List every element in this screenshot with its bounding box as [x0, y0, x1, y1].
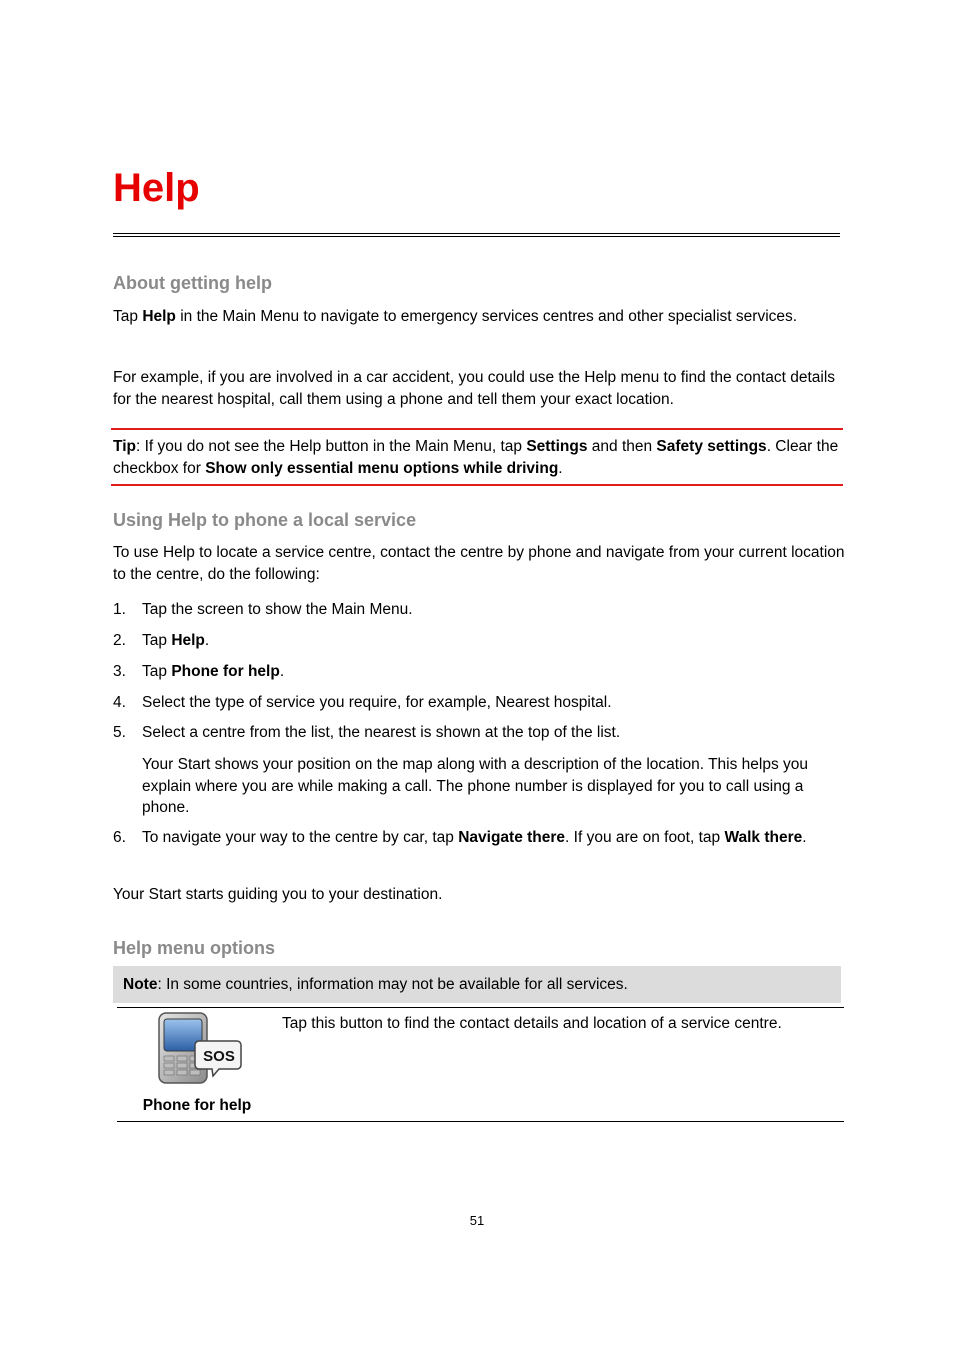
step-text [142, 692, 842, 714]
phone-for-help-icon [155, 1011, 243, 1087]
about-heading: About getting help [113, 273, 272, 293]
sos-text: SOS [203, 1048, 235, 1065]
about-paragraph-2: For example, if you are involved in a car accident, you could use the Help menu to find the contact details for the nearest hospital, call them using a phone and tell them your exact location. [113, 369, 836, 408]
menu-options-heading: Help menu options [113, 938, 275, 958]
text: Select a centre from the list, the nearest is shown at the top of the list. [142, 724, 621, 741]
step-text [142, 599, 842, 621]
settings-term: Settings [526, 438, 588, 455]
page-title: Help [113, 166, 200, 210]
step-text [142, 827, 822, 849]
text: Tap [113, 308, 143, 325]
step-number: 4. [113, 694, 126, 711]
text: . [204, 632, 210, 649]
about-paragraph-1 [113, 306, 848, 328]
safety-settings-term: Safety settings [656, 438, 767, 455]
text: in the Main Menu to navigate to emergency services centres and other specialist services. [175, 308, 798, 325]
text: : If you do not see the Help button in the Main Menu, tap [135, 438, 527, 455]
phone-for-help-label: Phone for help [142, 1097, 252, 1114]
step-text [142, 722, 842, 744]
table-top-rule [117, 1007, 844, 1008]
using-intro: To use Help to locate a service centre, contact the centre by phone and navigate from your current location to the centre, do the following: [113, 544, 845, 583]
step-text [142, 630, 842, 652]
text: . [802, 829, 807, 846]
step-text [142, 661, 842, 683]
text: Help [171, 632, 205, 649]
phone-for-help-description: Tap this button to find the contact details and location of a service centre. [282, 1015, 782, 1032]
navigate-there-term: Navigate there [458, 829, 566, 846]
note-text [123, 974, 628, 995]
page-number: 51 [469, 1213, 485, 1228]
walk-there-term: Walk there [724, 829, 803, 846]
using-outro: Your Start starts guiding you to your destination. [113, 886, 443, 903]
text: Tap [142, 663, 172, 680]
text: To navigate your way to the centre by car, tap [142, 829, 459, 846]
text: : In some countries, information may not be available for all services. [157, 976, 628, 993]
step-number: 1. [113, 601, 126, 618]
text: . If you are on foot, tap [565, 829, 725, 846]
step-number: 3. [113, 663, 126, 680]
using-help-heading: Using Help to phone a local service [113, 510, 417, 530]
text: and then [587, 438, 657, 455]
text: Tap [142, 632, 172, 649]
tip-text [113, 436, 841, 480]
step-number: 6. [113, 829, 126, 846]
title-rule [113, 233, 840, 234]
text: Select the type of service you require, for example, Nearest hospital. [142, 694, 612, 711]
text: Phone for help [171, 663, 280, 680]
checkbox-option-term: Show only essential menu options while driving [205, 460, 559, 477]
text: . Clear the checkbox for [113, 438, 839, 477]
step-number: 2. [113, 632, 126, 649]
text: . [279, 663, 285, 680]
step-number: 5. [113, 724, 126, 741]
title-rule [113, 236, 840, 237]
step-5-detail: Your Start shows your position on the map along with a description of the location. This helps you explain where you are while making a call. The phone number is displayed for you to call using a phone. [142, 756, 809, 816]
note-label: Note [123, 976, 158, 993]
text: Tap the screen to show the Main Menu. [142, 601, 413, 618]
table-bottom-rule [117, 1121, 844, 1122]
help-term: Help [142, 308, 176, 325]
text: . [558, 460, 563, 477]
tip-label: Tip [113, 438, 136, 455]
